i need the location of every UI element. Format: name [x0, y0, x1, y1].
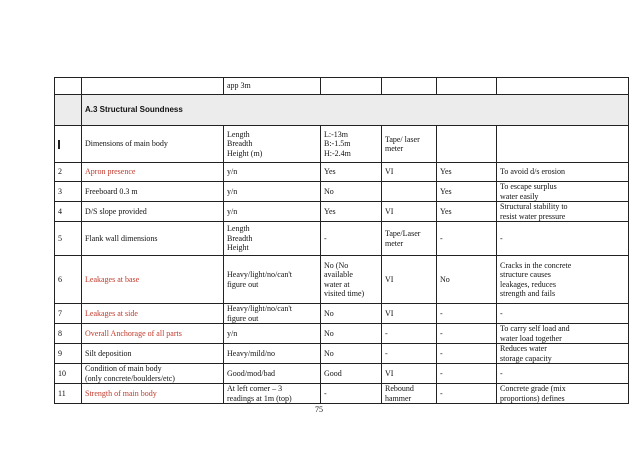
cell-parameter: Silt deposition	[82, 344, 224, 364]
cell-remarks: -	[497, 364, 629, 384]
table-row	[55, 163, 629, 182]
section-title: A.3 Structural Soundness	[85, 105, 183, 115]
table-row	[55, 126, 629, 163]
cell-method: Good/mod/bad	[224, 364, 321, 384]
cell-method: At left corner – 3 readings at 1m (top)	[224, 384, 321, 404]
cell-method: Length Breadth Height	[224, 222, 321, 256]
cell-method: y/n	[224, 202, 321, 222]
table-row	[55, 256, 629, 304]
cell-instrument: Tape/ laser meter	[382, 126, 437, 163]
cell-num: 11	[55, 384, 82, 404]
cell-num: 4	[55, 202, 82, 222]
cell-value: -	[321, 384, 382, 404]
cell-num: 6	[55, 256, 82, 304]
table-row	[55, 324, 629, 344]
page-number: 75	[315, 405, 323, 414]
cell-parameter: Leakages at side	[82, 304, 224, 324]
cell-value: L:-13m B:-1.5m H:-2.4m	[321, 126, 382, 163]
cell-yesno: -	[437, 364, 497, 384]
cell-method: y/n	[224, 163, 321, 182]
cell-remarks: -	[497, 222, 629, 256]
cell-instrument: VI	[382, 256, 437, 304]
cell-value: No	[321, 324, 382, 344]
structural-soundness-table	[54, 77, 629, 404]
table-row	[55, 222, 629, 256]
cell-instrument	[382, 182, 437, 202]
cell-parameter: Dimensions of main body	[82, 126, 224, 163]
cell-parameter: Flank wall dimensions	[82, 222, 224, 256]
cell-remarks	[497, 126, 629, 163]
cell-instrument: VI	[382, 304, 437, 324]
cell-instrument: Tape/Laser meter	[382, 222, 437, 256]
cell-parameter: Overall Anchorage of all parts	[82, 324, 224, 344]
cell-parameter: Freeboard 0.3 m	[82, 182, 224, 202]
cell-num: 10	[55, 364, 82, 384]
cell-parameter: Leakages at base	[82, 256, 224, 304]
cell-yesno: -	[437, 304, 497, 324]
table-row	[55, 182, 629, 202]
cell-yesno: -	[437, 344, 497, 364]
cell-num: 5	[55, 222, 82, 256]
cell-value: Good	[321, 364, 382, 384]
cell-method: Heavy/light/no/can't figure out	[224, 304, 321, 324]
cell-yesno: Yes	[437, 163, 497, 182]
cell-method: Heavy/mild/no	[224, 344, 321, 364]
cell-instrument: -	[382, 344, 437, 364]
cell-remarks: -	[497, 304, 629, 324]
table-row	[55, 344, 629, 364]
row-marker	[58, 140, 60, 149]
cell-value: No	[321, 182, 382, 202]
cell-num	[55, 126, 82, 163]
cell-yesno: Yes	[437, 182, 497, 202]
cell-instrument: VI	[382, 202, 437, 222]
cell-method: y/n	[224, 182, 321, 202]
cell-parameter: Strength of main body	[82, 384, 224, 404]
cell-value: Yes	[321, 202, 382, 222]
cell-parameter: Condition of main body (only concrete/boulders/etc)	[82, 364, 224, 384]
cell-value: -	[321, 222, 382, 256]
cell-yesno: -	[437, 222, 497, 256]
cell-value: No	[321, 344, 382, 364]
cell-remarks: To avoid d/s erosion	[497, 163, 629, 182]
cell-instrument: -	[382, 324, 437, 344]
table-row	[55, 364, 629, 384]
cell-value: No (No available water at visited time)	[321, 256, 382, 304]
cell-num: 3	[55, 182, 82, 202]
cell-value: No	[321, 304, 382, 324]
table-row	[55, 384, 629, 404]
cell-parameter: D/S slope provided	[82, 202, 224, 222]
cell-instrument: VI	[382, 364, 437, 384]
cell-yesno: Yes	[437, 202, 497, 222]
cell-instrument: Rebound hammer	[382, 384, 437, 404]
cell-remarks: Concrete grade (mix proportions) defines	[497, 384, 629, 404]
cell-remarks: To carry self load and water load together	[497, 324, 629, 344]
table-row	[55, 304, 629, 324]
cell-method: Length Breadth Height (m)	[224, 126, 321, 163]
table-row-top	[55, 78, 629, 95]
section-header-row	[55, 95, 629, 126]
cell-remarks: Cracks in the concrete structure causes leakages, reduces strength and fails	[497, 256, 629, 304]
cell-method: Heavy/light/no/can't figure out	[224, 256, 321, 304]
cell-value: Yes	[321, 163, 382, 182]
cell-num: 2	[55, 163, 82, 182]
cell-yesno	[437, 126, 497, 163]
cell-instrument: VI	[382, 163, 437, 182]
cell-parameter: Apron presence	[82, 163, 224, 182]
table-row	[55, 202, 629, 222]
cell-num: 7	[55, 304, 82, 324]
cell-remarks: To escape surplus water easily	[497, 182, 629, 202]
cell-remarks: Reduces water storage capacity	[497, 344, 629, 364]
cell-num: 8	[55, 324, 82, 344]
cell-num: 9	[55, 344, 82, 364]
cell-remarks: Structural stability to resist water pressure	[497, 202, 629, 222]
cell-yesno: -	[437, 384, 497, 404]
cell-yesno: No	[437, 256, 497, 304]
cell-method: y/n	[224, 324, 321, 344]
cell-yesno: -	[437, 324, 497, 344]
top-row-cell: app 3m	[224, 78, 321, 95]
